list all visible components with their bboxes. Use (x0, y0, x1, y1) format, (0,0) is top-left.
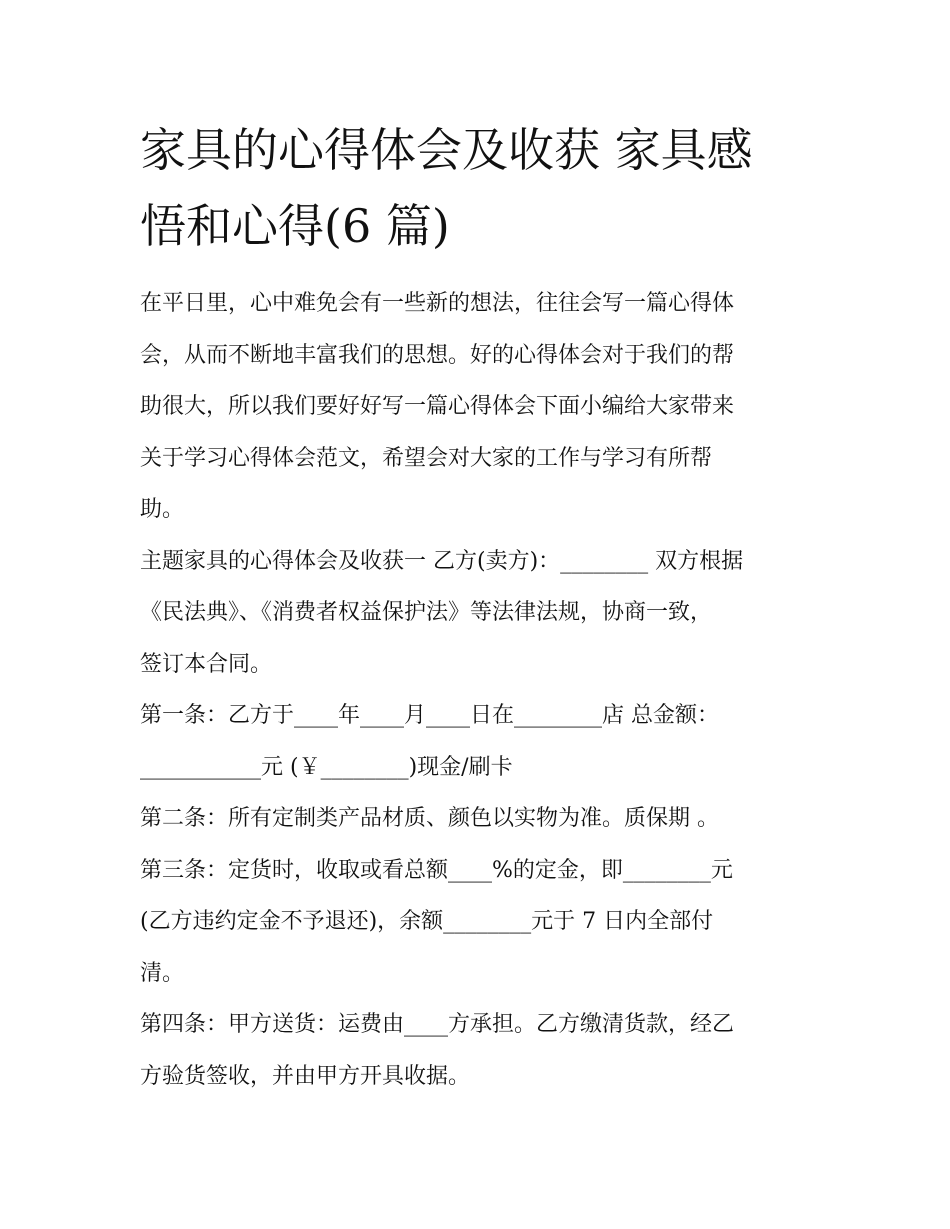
text-line: 会，从而不断地丰富我们的思想。好的心得体会对于我们的帮 (140, 342, 735, 368)
document-body (140, 278, 830, 1102)
text-line: 第四条：甲方送货：运费由____方承担。乙方缴清货款，经乙 (140, 1012, 735, 1037)
text-line: 清。 (140, 960, 185, 986)
title-line: 悟和心得(6 篇) (140, 199, 450, 253)
intro-paragraph (140, 278, 830, 536)
contract-intro-paragraph (140, 536, 830, 691)
text-line: 关于学习心得体会范文，希望会对大家的工作与学习有所帮 (140, 445, 713, 471)
title-line: 家具的心得体会及收获 家具感 (140, 123, 753, 177)
text-line: 助很大，所以我们要好好写一篇心得体会下面小编给大家带来 (140, 394, 735, 419)
text-line: 第二条：所有定制类产品材质、颜色以实物为准。质保期 。 (140, 806, 719, 831)
document-title (140, 112, 820, 264)
article-1-paragraph (140, 690, 830, 793)
text-line: 主题家具的心得体会及收获一 乙方(卖方)：________ 双方根据 (140, 548, 744, 574)
text-line: 在平日里，心中难免会有一些新的想法，往往会写一篇心得体 (140, 291, 735, 316)
article-4-paragraph (140, 999, 830, 1102)
text-line: 助。 (140, 497, 185, 522)
text-line: ___________元 (￥________)现金/刷卡 (140, 754, 513, 780)
text-line: 第三条：定货时，收取或看总额____%的定金，即________元 (140, 857, 733, 883)
text-line: 《民法典》、《消费者权益保护法》等法律法规，协商一致， (140, 600, 713, 625)
text-line: 第一条：乙方于____年____月____日在________店 总金额： (140, 703, 719, 728)
article-2-paragraph (140, 793, 830, 845)
text-line: 签订本合同。 (140, 651, 273, 677)
text-line: (乙方违约定金不予退还)，余额________元于 7 日内全部付 (140, 909, 714, 934)
article-3-paragraph (140, 845, 830, 1000)
text-line: 方验货签收，并由甲方开具收据。 (140, 1063, 471, 1089)
